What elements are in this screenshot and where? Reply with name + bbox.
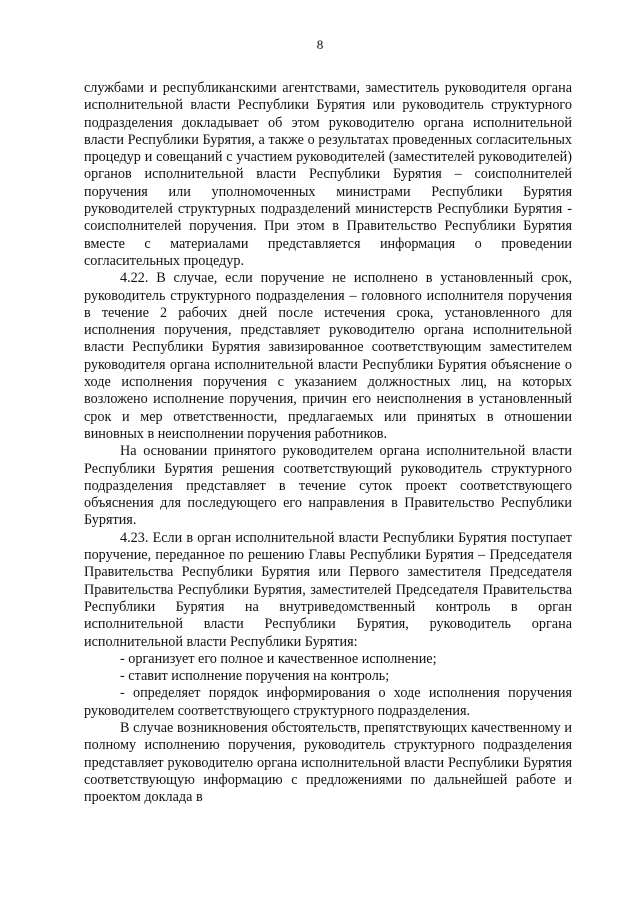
document-body xyxy=(84,80,572,806)
paragraph-4-23: 4.23. Если в орган исполнительной власти Республики Бурятия поступает поручение, переданное по решению Главы Республики Бурятия – Председателя Правительства Республики Бурятия или Первого заместителя Председателя Правительства Республики Бурятия, заместителей Председателя Правительства Республики Бурятия на внутриведомственный контроль в орган исполнительной власти Республики Бурятия, руководитель органа исполнительной власти Республики Бурятия: xyxy=(84,529,572,650)
list-item-organize: - организует его полное и качественное исполнение; xyxy=(120,650,437,667)
list-item-control: - ставит исполнение поручения на контроль; xyxy=(120,668,390,685)
paragraph-continuation: службами и республиканскими агентствами, заместитель руководителя органа исполнительной власти Республики Бурятия или руководитель структурного подразделения докладывает об этом руководителю органа исполнительной власти Республики Бурятия, а также о результатах проведенных согласительных процедур и совещаний с участием руководителей (заместителей руководителей) органов исполнительной власти Республики Бурятия – соисполнителей поручения или уполномоченных министрами Республики Бурятия руководителей структурных подразделений министерств Республики Бурятия - соисполнителей поручения. При этом в Правительство Республики Бурятия вместе с материалами представляется информация о проведении согласительных процедур. xyxy=(84,80,572,269)
paragraph-4-22: 4.22. В случае, если поручение не исполнено в установленный срок, руководитель структурного подразделения – головного исполнителя поручения в течение 2 рабочих дней после истечения срока, установленного для исполнения поручения, представляет руководителю органа исполнительной власти Республики Бурятия завизированное соответствующим заместителем руководителя органа исполнительной власти Республики Бурятия объяснение о ходе исполнения поручения с указанием должностных лиц, на которых возложено исполнение поручения, причин его неисполнения в установленный срок и мер ответственности, предлагаемых или принятых в отношении виновных в неисполнении поручения работников. xyxy=(84,270,572,442)
paragraph-circumstances: В случае возникновения обстоятельств, препятствующих качественному и полному исполнению поручения, руководитель структурного подразделения представляет руководителю органа исполнительной власти Республики Бурятия соответствующую информацию с предложениями по дальнейшей работе и проектом доклада в xyxy=(84,719,572,806)
list-item-informing: - определяет порядок информирования о ходе исполнения поручения руководителем соответствующего структурного подразделения. xyxy=(84,685,572,719)
paragraph-decision: На основании принятого руководителем органа исполнительной власти Республики Бурятия решения соответствующий руководитель структурного подразделения представляет в течение суток проект соответствующего объяснения для последующего его направления в Правительство Республики Бурятия. xyxy=(84,443,572,529)
page-number: 8 xyxy=(316,37,324,52)
